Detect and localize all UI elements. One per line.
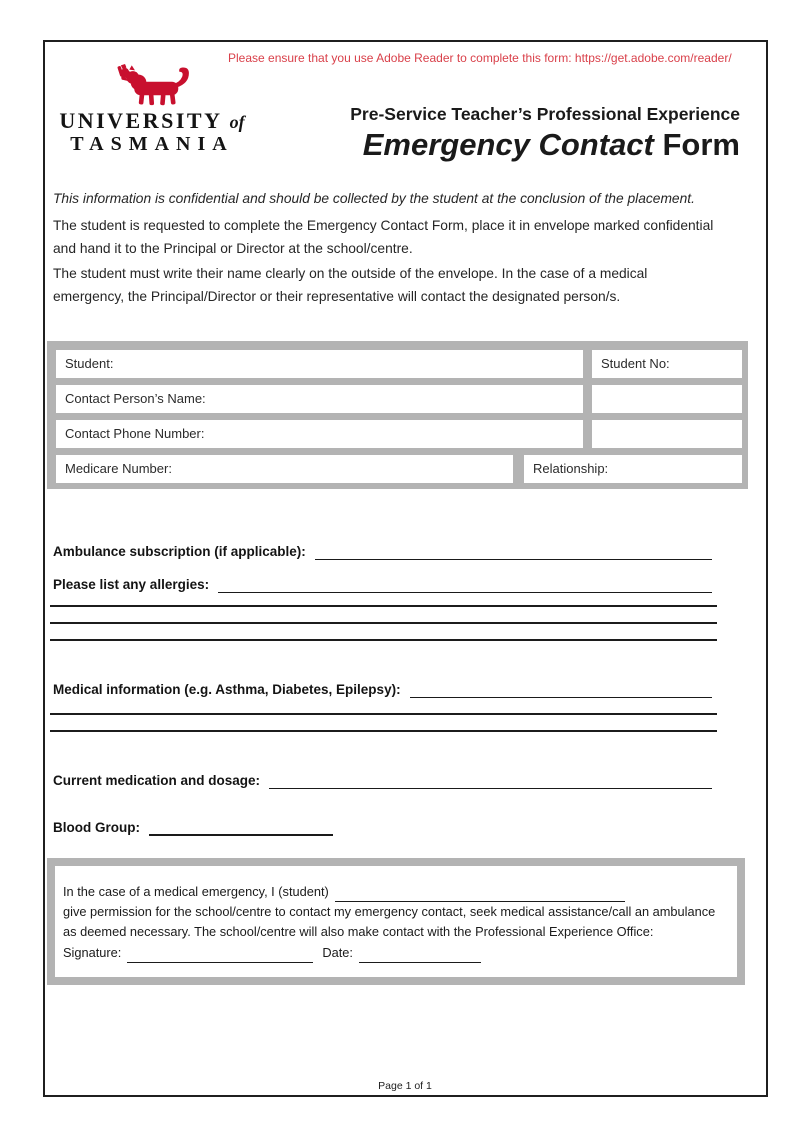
student-name-label: Student:: [65, 356, 114, 371]
date-input-line[interactable]: [359, 947, 481, 963]
signature-input-line[interactable]: [127, 947, 313, 963]
current-medication-row: [53, 772, 712, 789]
permission-statement-box: [47, 858, 745, 985]
allergies-row: [53, 576, 712, 593]
intro-paragraph-1: The student is requested to complete the Emergency Contact Form, place it in envelope marked confidential and hand it to the Principal or Director at the school/centre.: [53, 218, 714, 256]
permission-line-2: give permission for the school/centre to contact my emergency contact, seek medical assistance/call an ambulance: [63, 904, 716, 919]
signature-date-row: [63, 943, 727, 963]
student-name-field[interactable]: [56, 350, 583, 378]
logo-of-text: of: [229, 112, 245, 132]
adobe-reader-notice: [228, 51, 732, 65]
form-title: [350, 128, 740, 162]
allergies-input-line[interactable]: [218, 576, 712, 593]
utas-logo: [44, 64, 260, 155]
allergies-extra-line-2[interactable]: [50, 622, 717, 624]
contact-phone-label: Contact Phone Number:: [65, 426, 205, 441]
medical-extra-line-1[interactable]: [50, 713, 717, 715]
utas-lion-icon: [94, 64, 210, 108]
contact-person-name-field[interactable]: [56, 385, 583, 413]
confidential-note: This information is confidential and should be collected by the student at the conclusion of the placement.: [53, 191, 695, 206]
ambulance-subscription-label: Ambulance subscription (if applicable):: [53, 544, 306, 559]
current-medication-label: Current medication and dosage:: [53, 773, 261, 788]
student-no-label: Student No:: [601, 356, 670, 371]
permission-line-3: as deemed necessary. The school/centre will also make contact with the Professional Experience Office:: [63, 924, 654, 939]
blood-group-label: Blood Group:: [53, 820, 140, 835]
medicare-number-label: Medicare Number:: [65, 461, 172, 476]
form-subtitle: Pre-Service Teacher’s Professional Experience: [350, 104, 740, 124]
allergies-extra-line-1[interactable]: [50, 605, 717, 607]
form-header: [350, 104, 740, 162]
permission-line-1-text: In the case of a medical emergency, I (student): [63, 884, 329, 899]
adobe-reader-link[interactable]: https://get.adobe.com/reader/: [574, 51, 732, 65]
page-number: Page 1 of 1: [378, 1080, 432, 1092]
contact-person-name-label: Contact Person’s Name:: [65, 391, 206, 406]
blood-group-row: [53, 818, 333, 836]
logo-tasmania-text: TASMANIA: [70, 133, 234, 155]
contact-person-extra-field[interactable]: [592, 385, 742, 413]
contact-phone-extra-field[interactable]: [592, 420, 742, 448]
signature-label: Signature:: [63, 945, 122, 960]
medicare-number-field[interactable]: [56, 455, 513, 483]
medical-information-label: Medical information (e.g. Asthma, Diabetes, Epilepsy):: [53, 682, 401, 697]
date-label: Date:: [322, 945, 353, 960]
medical-information-row: [53, 681, 712, 698]
medical-extra-line-2[interactable]: [50, 730, 717, 732]
medical-information-input-line[interactable]: [410, 681, 712, 698]
contact-details-table: [47, 341, 748, 489]
logo-university-text: UNIVERSITY of: [59, 108, 245, 133]
blood-group-input-line[interactable]: [149, 818, 333, 836]
student-no-field[interactable]: [592, 350, 742, 378]
intro-paragraph-2: The student must write their name clearly on the outside of the envelope. In the case of a medical emergency, the Principal/Director or their representative will contact the designated person/s.: [53, 266, 648, 304]
ambulance-subscription-row: [53, 543, 712, 560]
ambulance-subscription-input-line[interactable]: [315, 543, 712, 560]
relationship-label: Relationship:: [533, 461, 609, 476]
form-title-rest: Form: [662, 127, 740, 162]
allergies-label: Please list any allergies:: [53, 577, 210, 592]
contact-phone-field[interactable]: [56, 420, 583, 448]
intro-paragraphs: [53, 186, 721, 310]
relationship-field[interactable]: [524, 455, 742, 483]
current-medication-input-line[interactable]: [269, 772, 712, 789]
form-title-emphasis: Emergency Contact: [362, 127, 654, 162]
allergies-extra-line-3[interactable]: [50, 639, 717, 641]
permission-line-1: [63, 882, 625, 902]
adobe-reader-notice-text: Please ensure that you use Adobe Reader to complete this form:: [228, 51, 572, 65]
permission-student-name-input-line[interactable]: [335, 886, 625, 902]
